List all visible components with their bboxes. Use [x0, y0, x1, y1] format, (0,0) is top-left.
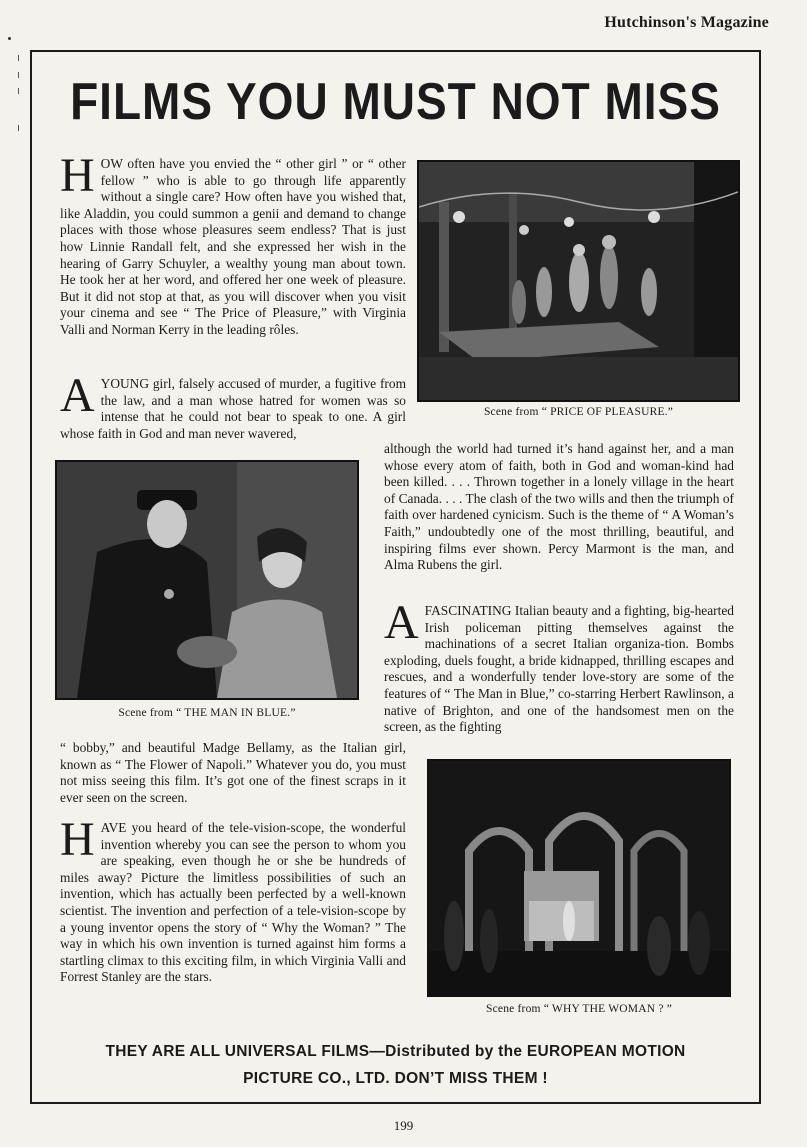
article-man-in-blue-part2	[60, 740, 406, 806]
margin-tick	[18, 125, 19, 131]
photo-man-in-blue	[55, 460, 359, 700]
dropcap: H	[60, 813, 95, 866]
footer-line-2: PICTURE CO., LTD. DON’T MISS THEM !	[243, 1070, 548, 1087]
margin-dot	[8, 37, 11, 40]
article-why-the-woman	[60, 813, 406, 986]
footer-notice	[30, 1038, 761, 1092]
article-text: although the world had turned it’s hand against her, and a man whose every atom of faith, both in God and woman-kind had been killed. . . . Thrown together in a lonely village in the heart of Canada. . . . The clash of the two wills and then the triumph of faith over hardened cynicism. Such is the theme of “ A Woman’s Faith,” undoubtedly one of the most thrilling, beautiful, and inspiring films ever shown. Percy Marmont is the man, and Alma Rubens the girl.	[384, 441, 734, 573]
photo-price-of-pleasure	[417, 160, 740, 402]
margin-tick	[18, 72, 19, 78]
article-text: FASCINATING Italian beauty and a fighting, big-hearted Irish policeman pitting themselves against the machinations of a secret Italian organiza-tion. Bombs exploding, duels fought, a bride kidnapped, thrilling escapes and rescues, and a wonderfully tender love-story are some of the features of “ The Man in Blue,” co-starring Herbert Rawlinson, a native of Brighton, and one of the handsomest men on the screen, as the fighting	[384, 603, 734, 735]
article-womans-faith-part2	[384, 441, 734, 574]
photo-scene-arches	[429, 761, 729, 995]
caption-price-of-pleasure: Scene from “ PRICE OF PLEASURE.”	[483, 406, 674, 418]
article-text: AVE you heard of the tele-vision-scope, the wonderful invention whereby you can see the person to whom you are speaking, even though he or she be hundreds of miles away? Picture the limitless possibilities of such an invention, which has actually been perfected by a well-known scientist. The invention and perfection of a tele-vision-scope by a young inventor opens the story of “ Why the Woman? ” The way in which his own invention is turned against him forms a startling climax to this exciting film, in which Virginia Valli and Forrest Stanley are the stars.	[60, 820, 406, 985]
photo-scene-pool-party	[419, 162, 738, 400]
article-text: “ bobby,” and beautiful Madge Bellamy, as the Italian girl, known as “ The Flower of Napoli.” Whatever you do, you must not miss seeing this film. It’s got one of the finest scraps in it ever seen on the screen.	[60, 740, 406, 805]
caption-why-the-woman: Scene from “ WHY THE WOMAN ? ”	[485, 1003, 672, 1015]
masthead: Hutchinson's Magazine	[604, 14, 769, 31]
photo-scene-policeman	[57, 462, 357, 698]
page-title: FILMS YOU MUST NOT MISS	[70, 71, 721, 131]
page-number: 199	[393, 1118, 414, 1133]
article-man-in-blue-part1	[384, 596, 734, 736]
article-text: YOUNG girl, falsely accused of murder, a fugitive from the law, and a man whose hatred for women was so intense that he could not bear to speak to one. A girl whose faith in God and man never wavered,	[60, 376, 406, 441]
margin-tick	[18, 88, 19, 94]
caption-man-in-blue: Scene from “ THE MAN IN BLUE.”	[118, 707, 296, 719]
article-text: OW often have you envied the “ other girl ” or “ other fellow ” who is able to go through life apparently without a single care? How often have you wished that, like Aladdin, you could summon a genii and demand to change places with those whose pleasures seem endless? That is just how Linnie Randall felt, and she expressed her wish in the hearing of Garry Schuyler, a wealthy young man about town. He took her at her word, and offered her one week of pleasure. But it did not stop at that, as you will discover when you visit your cinema and see “ The Price of Pleasure,” with Virginia Valli and Norman Kerry in the leading rôles.	[60, 156, 406, 337]
dropcap: H	[60, 149, 95, 202]
photo-why-the-woman	[427, 759, 731, 997]
margin-tick	[18, 55, 19, 61]
dropcap: A	[384, 596, 419, 649]
article-womans-faith-part1	[60, 369, 406, 442]
dropcap: A	[60, 369, 95, 422]
article-price-of-pleasure	[60, 149, 406, 339]
footer-line-1: THEY ARE ALL UNIVERSAL FILMS—Distributed by the EUROPEAN MOTION	[105, 1043, 686, 1060]
